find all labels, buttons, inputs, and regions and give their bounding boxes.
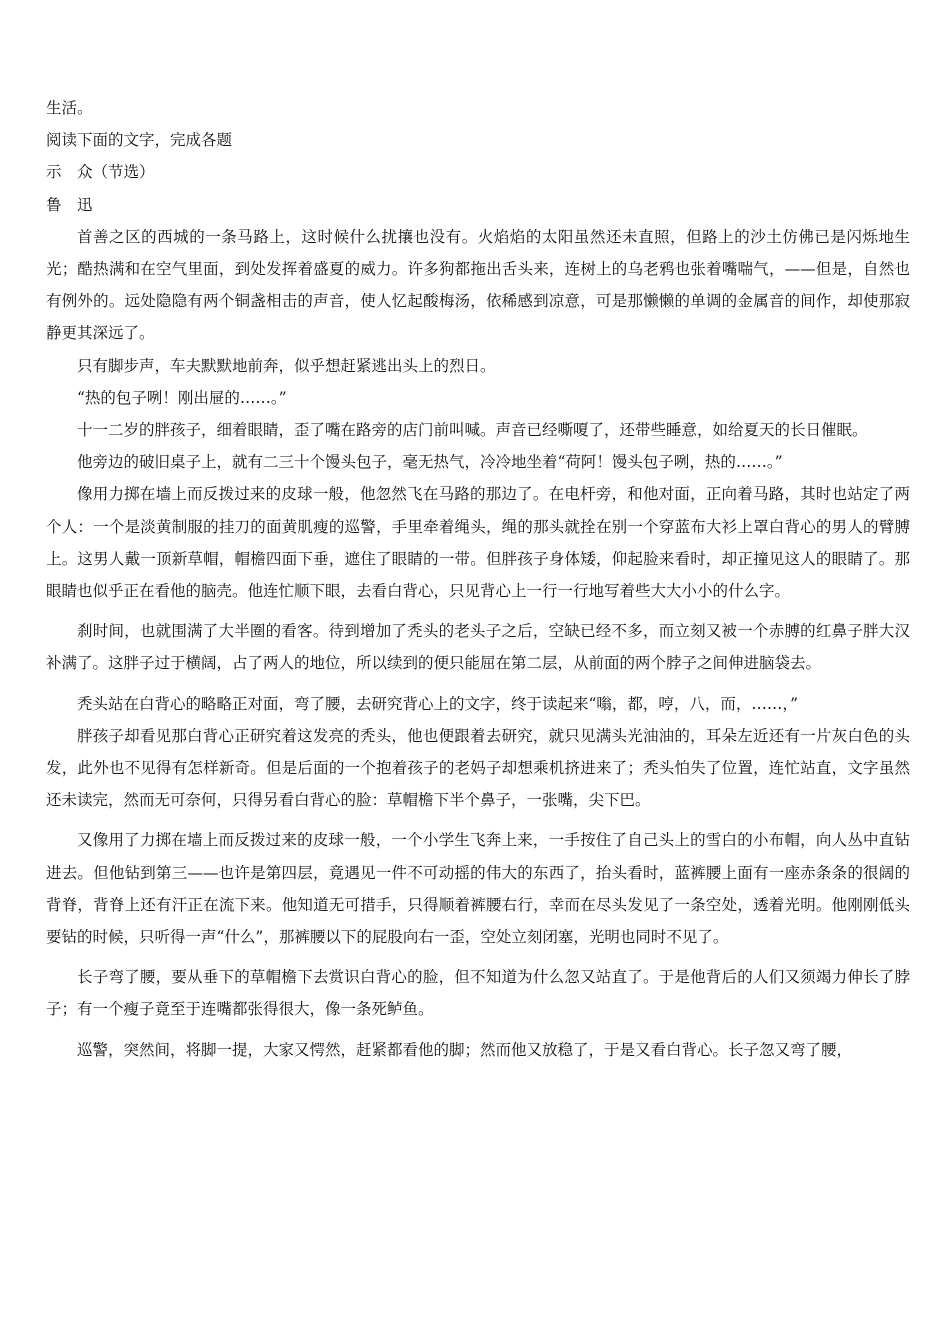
reading-instruction: 阅读下面的文字，完成各题 bbox=[46, 131, 233, 150]
paragraph: 长子弯了腰，要从垂下的草帽檐下去赏识白背心的脸，但不知道为什么忽又站直了。于是他背后的人们又须竭力伸长了脖子；有一个瘦子竟至于连嘴都张得很大，像一条死鲈鱼。 bbox=[46, 968, 910, 1019]
paragraph: 只有脚步声，车夫默默地前奔，似乎想赶紧逃出头上的烈日。 bbox=[77, 356, 496, 375]
paragraph: 秃头站在白背心的略略正对面，弯了腰，去研究背心上的文字，终于读起来“嗡，都，哼，八，而，……，” bbox=[77, 694, 799, 713]
paragraph: 刹时间，也就围满了大半圈的看客。待到增加了秃头的老头子之后，空缺已经不多，而立刻又被一个赤膊的红鼻子胖大汉补满了。这胖子过于横阔，占了两人的地位，所以续到的便只能屈在第二层，从前面的两个脖子之间伸进脑袋去。 bbox=[46, 622, 910, 673]
paragraph: 首善之区的西城的一条马路上，这时候什么扰攘也没有。火焰焰的太阳虽然还未直照，但路上的沙土仿佛已是闪烁地生光；酷热满和在空气里面，到处发挥着盛夏的威力。许多狗都拖出舌头来，连树上的乌老鸦也张着嘴喘气，——但是，自然也有例外的。远处隐隐有两个铜盏相击的声音，使人忆起酸梅汤，依稀感到凉意，可是那懒懒的单调的金属音的间作，却使那寂静更其深远了。 bbox=[46, 227, 910, 343]
paragraph: 胖孩子却看见那白背心正研究着这发亮的秃头，他也便跟着去研究，就只见满头光油油的，耳朵左近还有一片灰白色的头发，此外也不见得有怎样新奇。但是后面的一个抱着孩子的老妈子却想乘机挤进来了；秃头怕失了位置，连忙站直，文字虽然还未读完，然而无可奈何，只得另看白背心的脸：草帽檐下半个鼻子，一张嘴，尖下巴。 bbox=[46, 726, 910, 810]
previous-answer-tail: 生活。 bbox=[46, 99, 93, 117]
paragraph: 又像用了力掷在墙上而反拨过来的皮球一般，一个小学生飞奔上来，一手按住了自己头上的雪白的小布帽，向人丛中直钻进去。但他钻到第三——也许是第四层，竟遇见一件不可动摇的伟大的东西了，抬头看时，蓝裤腰上面有一座赤条条的很阔的背脊，背脊上还有汗正在流下来。他知道无可措手，只得顺着裤腰右行，幸而在尽头发见了一条空处，透着光明。他刚刚低头要钻的时候，只听得一声“什么”，那裤腰以下的屁股向右一歪，空处立刻闭塞，光明也同时不见了。 bbox=[46, 831, 910, 947]
paragraph: 他旁边的破旧桌子上，就有二三十个馒头包子，毫无热气，冷冷地坐着“荷阿！馒头包子咧，热的……。” bbox=[77, 453, 783, 472]
paragraph: “热的包子咧！刚出屉的……。” bbox=[77, 388, 287, 407]
paragraph: 像用力掷在墙上而反拨过来的皮球一般，他忽然飞在马路的那边了。在电杆旁，和他对面，正向着马路，其时也站定了两个人：一个是淡黄制服的挂刀的面黄肌瘦的巡警，手里牵着绳头，绳的那头就拴在别一个穿蓝布大衫上罩白背心的男人的臂膊上。这男人戴一顶新草帽，帽檐四面下垂，遮住了眼睛的一带。但胖孩子身体矮，仰起脸来看时，却正撞见这人的眼睛了。那眼睛也似乎正在看他的脑壳。他连忙顺下眼，去看白背心，只见背心上一行一行地写着些大大小小的什么字。 bbox=[46, 485, 910, 601]
paragraph: 巡警，突然间，将脚一提，大家又愕然，赶紧都看他的脚；然而他又放稳了，于是又看白背心。长子忽又弯了腰， bbox=[77, 1040, 853, 1059]
passage-author: 鲁 迅 bbox=[46, 195, 93, 214]
paragraph: 十一二岁的胖孩子，细着眼睛，歪了嘴在路旁的店门前叫喊。声音已经嘶嗄了，还带些睡意，如给夏天的长日催眠。 bbox=[77, 421, 868, 440]
passage-title: 示 众（节选） bbox=[46, 163, 155, 182]
